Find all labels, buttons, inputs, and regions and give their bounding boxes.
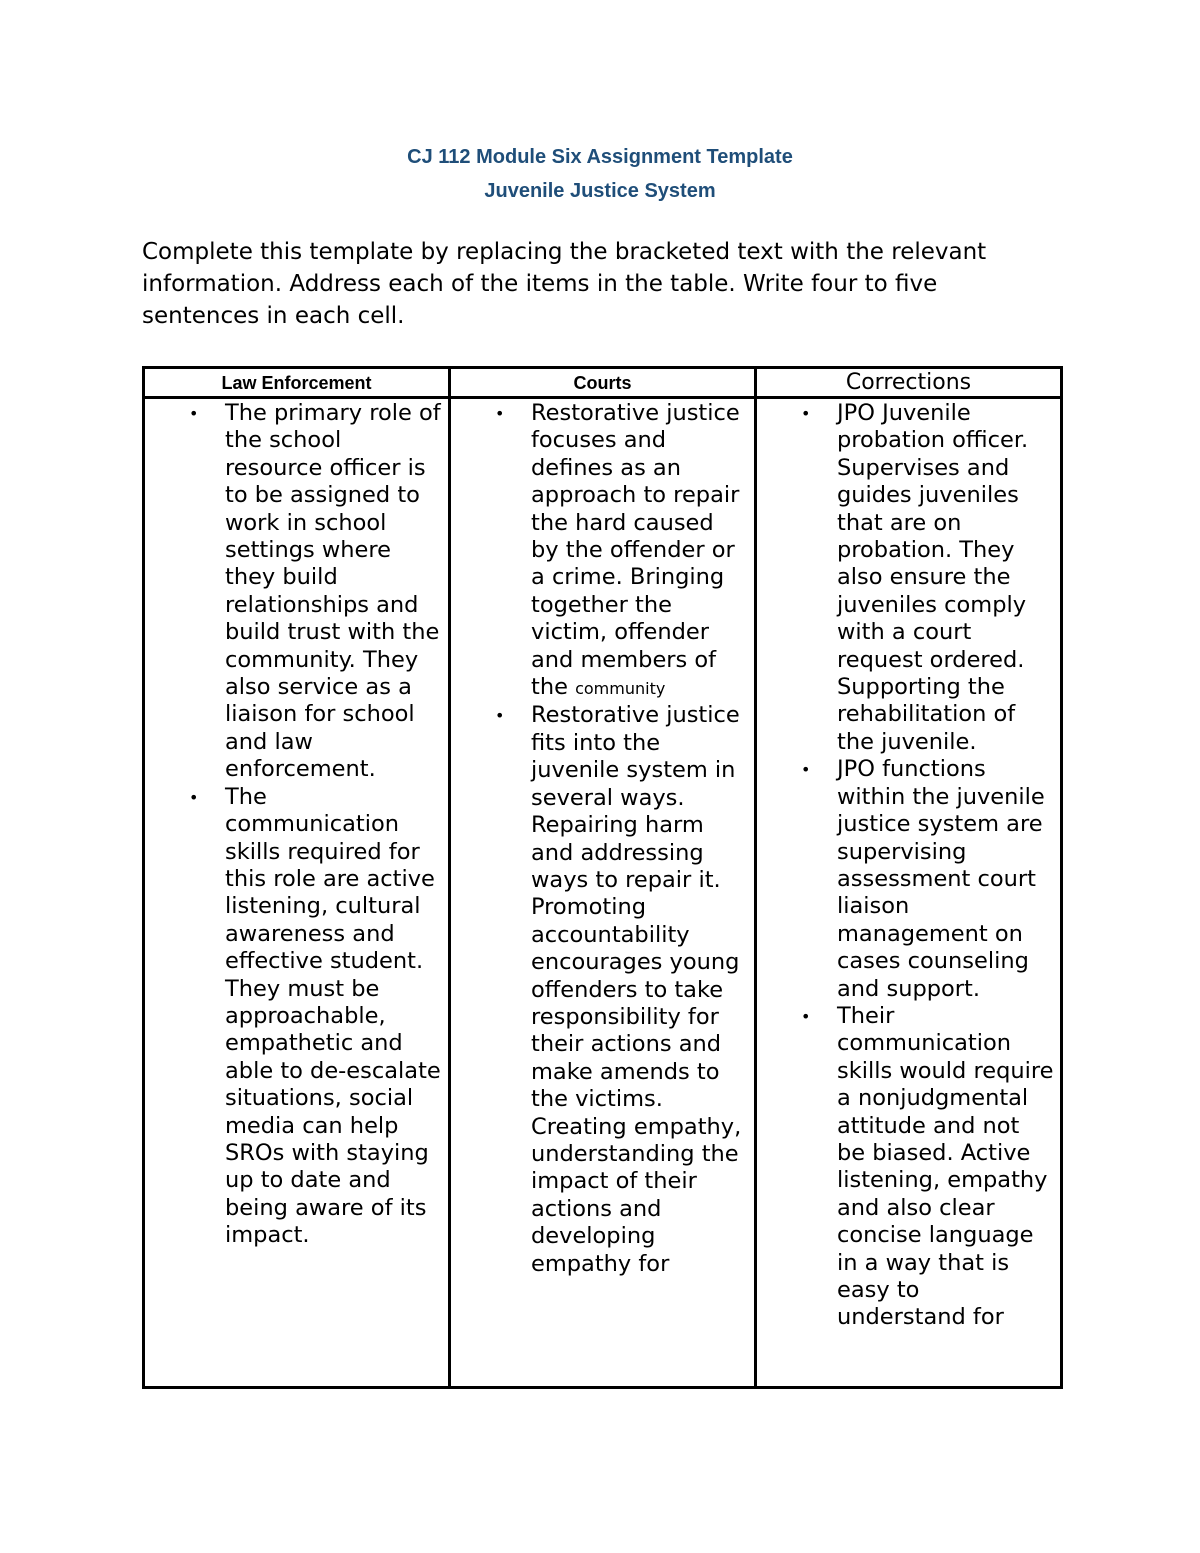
bullet-icon: • xyxy=(801,404,811,423)
table-header-row xyxy=(144,368,1062,398)
law-enforcement-list xyxy=(145,400,448,1250)
list-item xyxy=(189,783,448,1250)
column-header-courts: Courts xyxy=(450,368,756,398)
corrections-list xyxy=(757,400,1060,1332)
list-item-text: Restorative justice fits into the juvenile system in several ways. Repairing harm and addressing ways to repair it. Promoting accountability encourages young offenders to take responsibility for their actions and make amends to the victims. Creating empathy, understanding the impact of their actions and developing empathy for xyxy=(531,702,742,1277)
list-item-text: JPO functions within the juvenile justice system are supervising assessment court liaison management on cases counseling and support. xyxy=(837,756,1045,1002)
list-item-text: JPO Juvenile probation officer. Supervises and guides juveniles that are on probation. They also ensure the juveniles comply with a court request ordered. Supporting the rehabilitation of the juvenile. xyxy=(837,400,1029,755)
bullet-icon: • xyxy=(189,787,199,807)
list-item-text: The primary role of the school resource officer is to be assigned to work in school settings where they build relationships and build trust with the community. They also service as a liaison for school and law enforcement. xyxy=(225,400,441,783)
bullet-icon: • xyxy=(801,1006,811,1026)
instructions-paragraph: Complete this template by replacing the bracketed text with the relevant information. Address each of the items in the table. Write four to five sentences in each cell. xyxy=(142,239,987,329)
list-item-text: Restorative justice focuses and defines as an approach to repair the hard caused by the offender or a crime. Bringing together the victim, offender and members of the xyxy=(531,400,740,701)
cell-corrections xyxy=(756,398,1062,1388)
table-row xyxy=(144,398,1062,1388)
list-item xyxy=(495,400,754,702)
list-item xyxy=(189,400,448,784)
bullet-icon: • xyxy=(801,760,811,780)
document-title: CJ 112 Module Six Assignment Template xyxy=(407,146,793,168)
list-item-text: The communication skills required for this role are active listening, cultural awareness and effective student. They must be approachable, empathetic and able to de-escalate situations, social media can help SROs with staying up to date and being aware of its impact. xyxy=(225,783,441,1249)
bullet-icon: • xyxy=(189,404,199,423)
cell-courts xyxy=(450,398,756,1388)
courts-list xyxy=(451,400,754,1278)
column-header-law-enforcement: Law Enforcement xyxy=(144,368,450,398)
list-item xyxy=(801,400,1060,756)
juvenile-justice-table xyxy=(142,366,1063,1389)
bullet-icon: • xyxy=(495,404,505,423)
list-item xyxy=(495,702,754,1278)
title-block xyxy=(0,140,1200,208)
list-item-small-tail: community xyxy=(575,679,666,699)
bullet-icon: • xyxy=(495,706,505,726)
list-item-text: Their communication skills would require a nonjudgmental attitude and not be biased. Active listening, empathy and also clear concise language in a way that is easy to understand for xyxy=(837,1002,1054,1331)
list-item xyxy=(801,1002,1060,1332)
list-item xyxy=(801,756,1060,1003)
cell-law-enforcement xyxy=(144,398,450,1388)
column-header-corrections: Corrections xyxy=(756,368,1062,398)
document-subtitle: Juvenile Justice System xyxy=(484,180,716,202)
